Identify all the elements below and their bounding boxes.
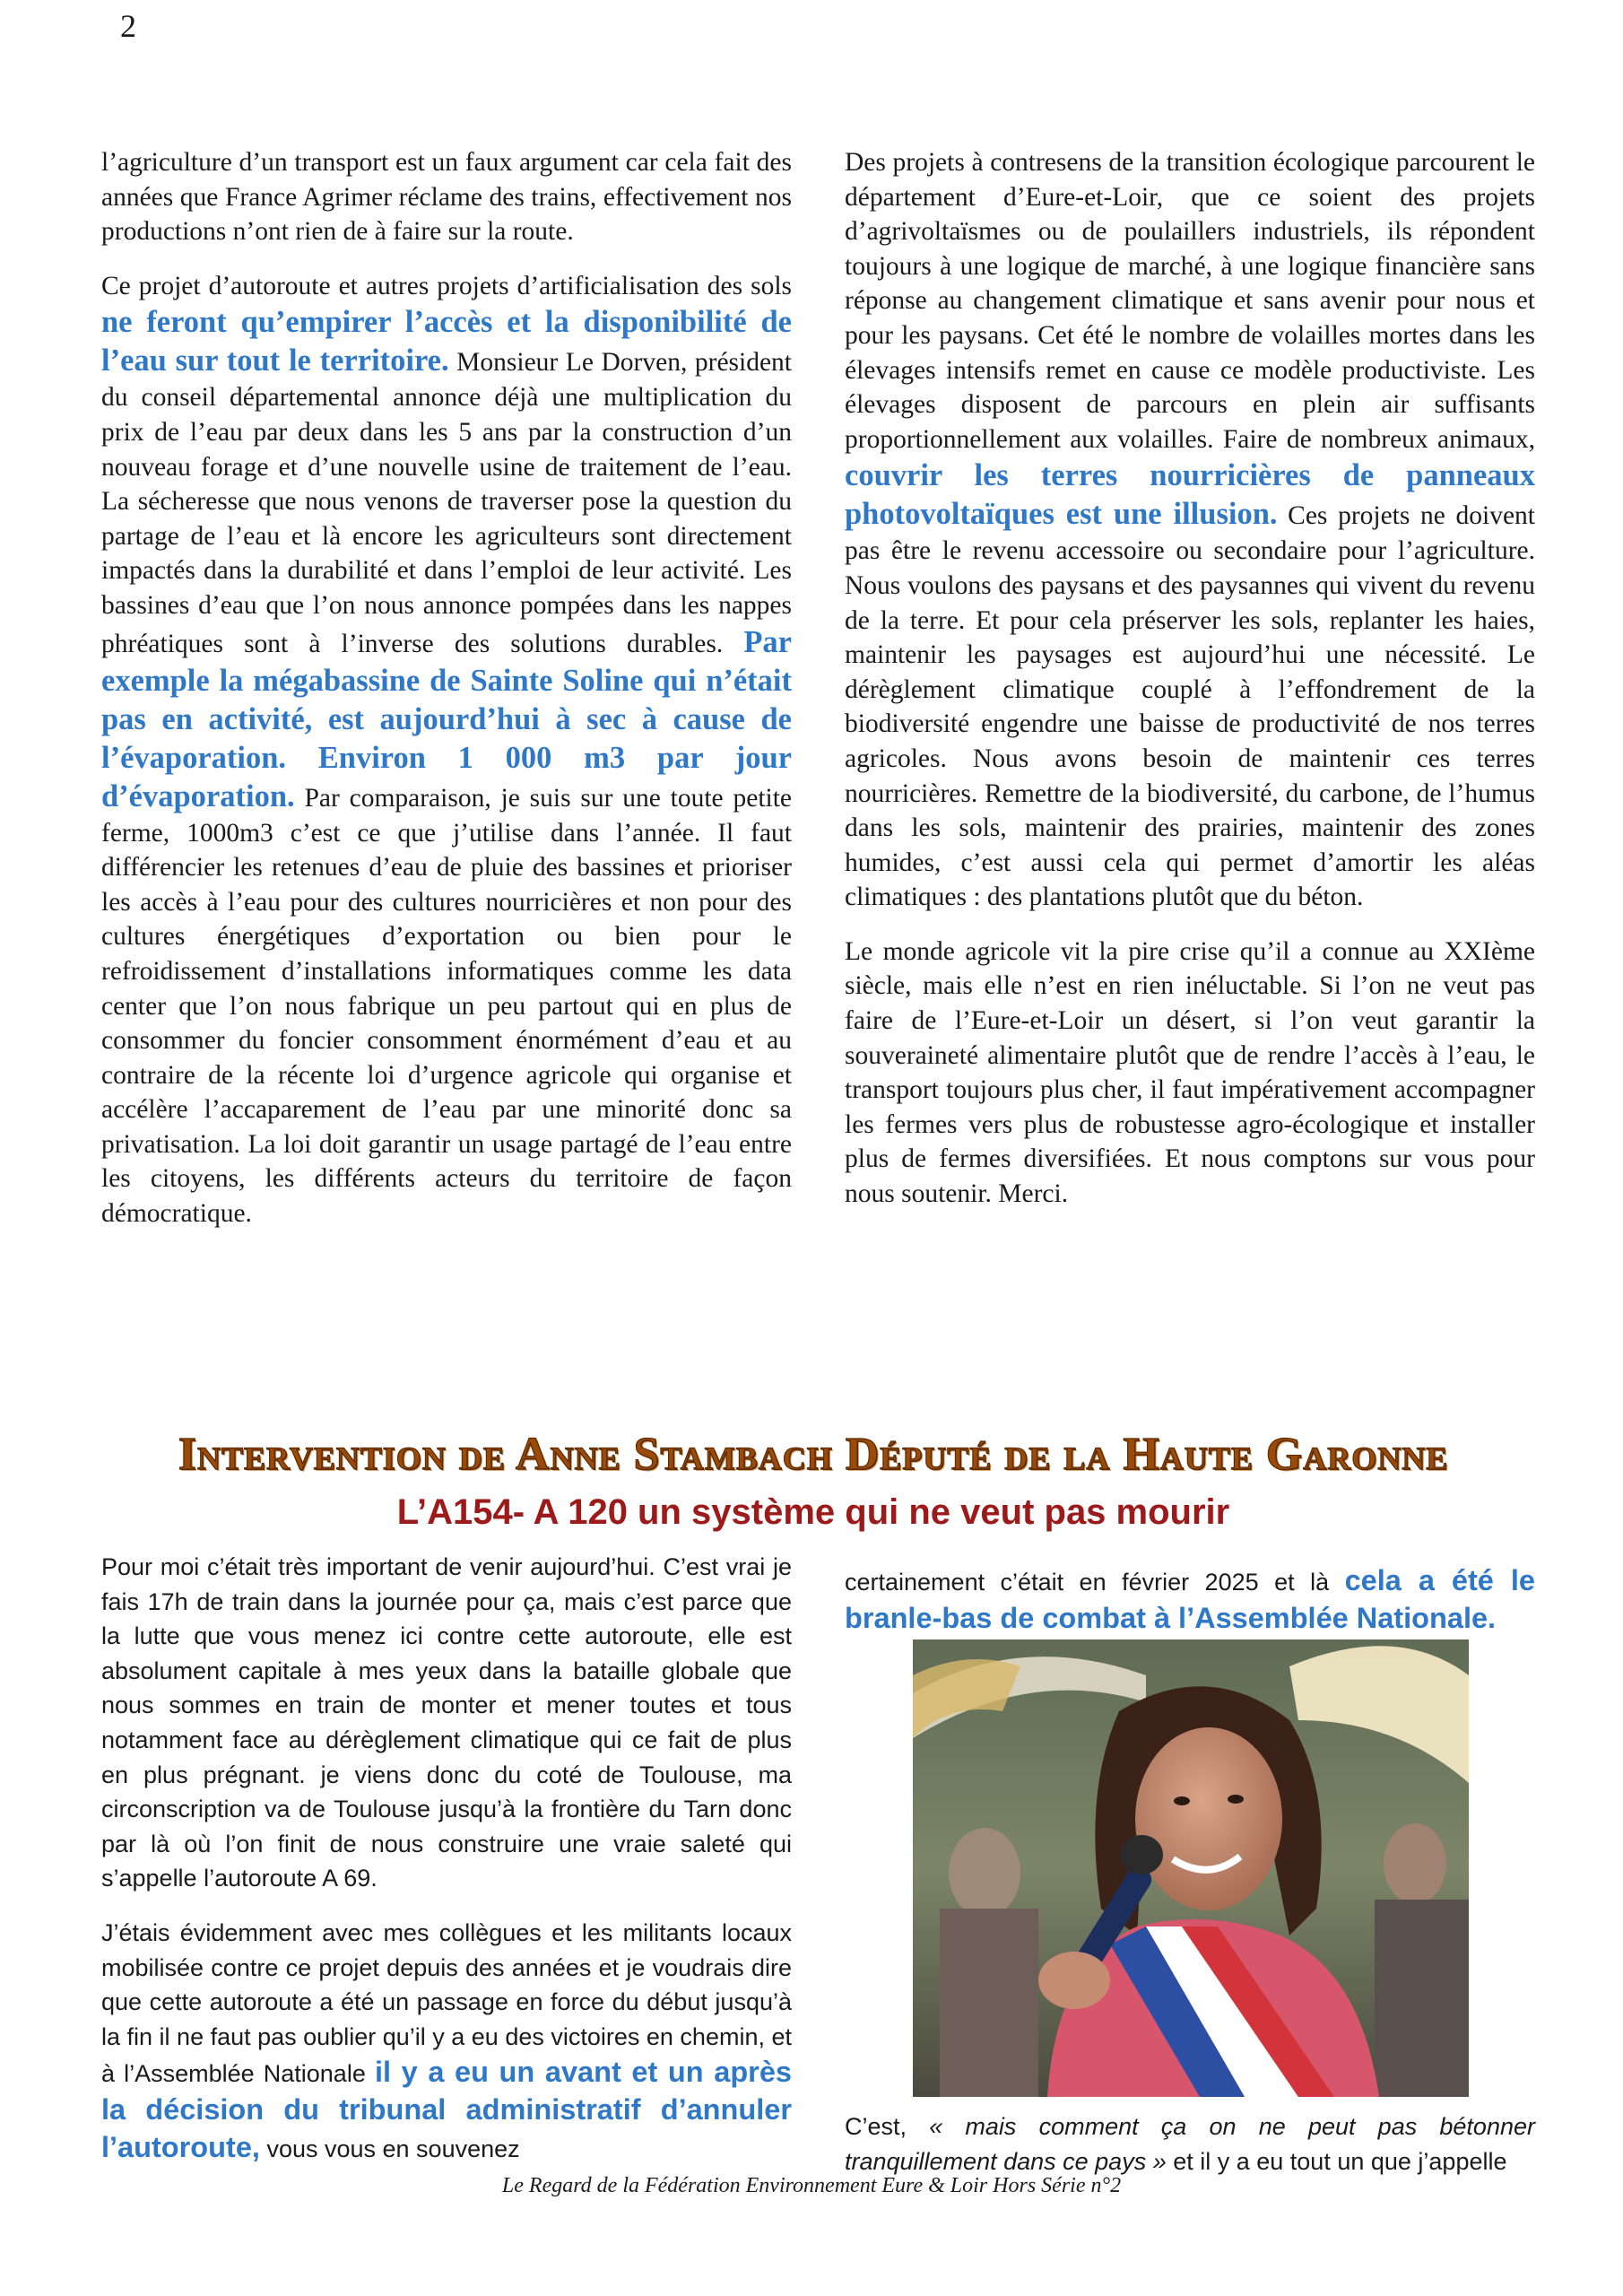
paragraph: Ce projet d’autoroute et autres projets d’artificialisation des sols ne feront qu’empirer l’accès et la disponibilité de l’eau sur tout le territoire. Monsieur Le Dorven, président du conseil départemental annonce déjà une multiplication du prix de l’eau par deux dans les 5 ans par la construction d’un nouveau forage et d’une nouvelle usine de traitement de l’eau. La sécheresse que nous venons de traverser pose la question du partage de l’eau et là encore les agriculteurs sont directement impactés dans la durabilité et dans l’emploi de leur activité. Les bassines d’eau que l’on nous annonce pompées dans les nappes phréatiques sont à l’inverse des solutions durables. Par exemple la mégabassine de Sainte Soline qui n’était pas en activité, est aujourd’hui à sec à cause de l’évaporation. Environ 1 000 m3 par jour d’évaporation. Par comparaison, je suis sur une toute petite ferme, 1000m3 c’est ce que j’utilise dans l’année. Il faut différencier les retenues d’eau de pluie des bassines et prioriser les accès à l’eau pour des cultures nourricières et non pour des cultures énergétiques d’exportation ou bien pour le refroidissement d’installations informatiques comme les data center que l’on nous fabrique un peu partout qui en plus de consommer du foncier consomment énormément d’eau et au contraire de la récente loi d’urgence agricole qui organise et accélère l’accaparement de l’eau par une minorité donc sa privatisation. La loi doit garantir un usage partagé de l’eau entre les citoyens, les différents acteurs du territoire de façon démocratique. — [101, 271, 793, 1229]
paragraph: l’agriculture d’un transport est un faux argument car cela fait des années que France Agrimer réclame des trains, effectivement nos productions n’ont rien de à faire sur la route. — [101, 148, 792, 247]
paragraph: Pour moi c’était très important de venir aujourd’hui. C’est vrai je fais 17h de train dans la journée pour ça, mais c’est parce que la lutte que vous menez ici contre cette autoroute, elle est absolument capitale à mes yeux dans la bataille globale que nous sommes en train de monter et mener toutes et tous notamment face au dérèglement climatique qui ce fait de plus en plus prégnant. je viens donc du coté de Toulouse, ma circonscription va de Toulouse jusqu’à la frontière du Tarn donc par là où l’on finit de nous construire une vraie saleté qui s’appelle l’autoroute A 69. — [101, 1553, 792, 1892]
section-subtitle: L’A154- A 120 un système qui ne veut pas mourir — [396, 1492, 1230, 1532]
paragraph: certainement c’était en février 2025 et là cela a été le branle-bas de combat à l’Assemblée Nationale. — [845, 1564, 1535, 1634]
speech-left-column — [101, 1550, 792, 2186]
article-left-column — [101, 145, 792, 1251]
paragraph: J’étais évidemment avec mes collègues et les militants locaux mobilisée contre ce projet depuis des années et je voudrais dire que cette autoroute a été un passage en force du début jusqu’à la fin il ne faut pas oublier qu’il y a eu des victoires en chemin, et à l’Assemblée Nationale il y a eu un avant et un après la décision du tribunal administratif d’annuler l’autoroute, vous vous en souvenez — [101, 1918, 792, 2163]
highlight-text: cela a été le branle-bas de combat à l’Assemblée Nationale. — [845, 1564, 1535, 1634]
highlight-text: couvrir les terres nourricières de panneaux photovoltaïques est une illusion. — [845, 458, 1535, 532]
article-right-column — [845, 145, 1535, 1231]
section-title: Intervention de Anne Stambach Député de la Haute Garonne — [178, 1429, 1449, 1480]
highlight-text: il y a eu un avant et un après la décision du tribunal administratif d’annuler l’autoroute, — [101, 2056, 792, 2163]
speaker-photo — [913, 1639, 1469, 2097]
highlight-text: Par exemple la mégabassine de Sainte Soline qui n’était pas en activité, est aujourd’hui à sec à cause de l’évaporation. Environ 1 000 m3 par jour d’évaporation. — [101, 624, 792, 813]
quote: « mais comment ça on ne peut pas bétonner tranquillement dans ce pays » — [845, 2113, 1535, 2175]
paragraph: Des projets à contresens de la transition écologique parcourent le département d’Eure-et-Loir, que ce soient des projets d’agrivoltaïsmes ou de poulaillers industriels, ils répondent toujours à une logique de marché, à une logique financière sans réponse au changement climatique et sans avenir pour nous et pour les paysans. Cet été le nombre de volailles mortes dans les élevages intensifs remet en cause ce modèle productiviste. Les élevages disposent de parcours en plein air suffisants proportionnellement aux volailles. Faire de nombreux animaux, couvrir les terres nourricières de panneaux photovoltaïques est une illusion. Ces projets ne doivent pas être le revenu accessoire ou secondaire pour l’agriculture. Nous voulons des paysans et des paysannes qui vivent du revenu de la terre. Et pour cela préserver les sols, replanter les haies, maintenir les paysages est aujourd’hui une nécessité. Le dérèglement climatique couplé à l’effondrement de la biodiversité engendre une baisse de productivité de nos terres agricoles. Nous avons besoin de maintenir ces terres nourricières. Remettre de la biodiversité, du carbone, de l’humus dans les sols, maintenir des prairies, maintenir des zones humides, c’est aussi cela qui permet d’amortir les aléas climatiques : des plantations plutôt que du béton. — [845, 148, 1535, 912]
caption-text: C’est, « mais comment ça on ne peut pas bétonner tranquillement dans ce pays » et il y a eu tout un que j’appelle — [845, 2113, 1535, 2175]
footer: Le Regard de la Fédération Environnement Eure & Loir Hors Série n°2 — [501, 2174, 1122, 2197]
highlight-text: ne feront qu’empirer l’accès et la disponibilité de l’eau sur tout le territoire. — [101, 305, 792, 378]
paragraph: Le monde agricole vit la pire crise qu’il a connue au XXIème siècle, mais elle n’est en rien inéluctable. Si l’on ne veut pas faire de l’Eure-et-Loir un désert, si l’on veut garantir la souveraineté alimentaire plutôt que de rendre l’accès à l’eau, le transport toujours plus cher, il faut impérativement accompagner les fermes vers plus de robustesse agro-écologique et installer plus de fermes diversifiées. Et nous comptons sur vous pour nous soutenir. Merci. — [845, 936, 1535, 1209]
page-number: 2 — [120, 8, 136, 44]
